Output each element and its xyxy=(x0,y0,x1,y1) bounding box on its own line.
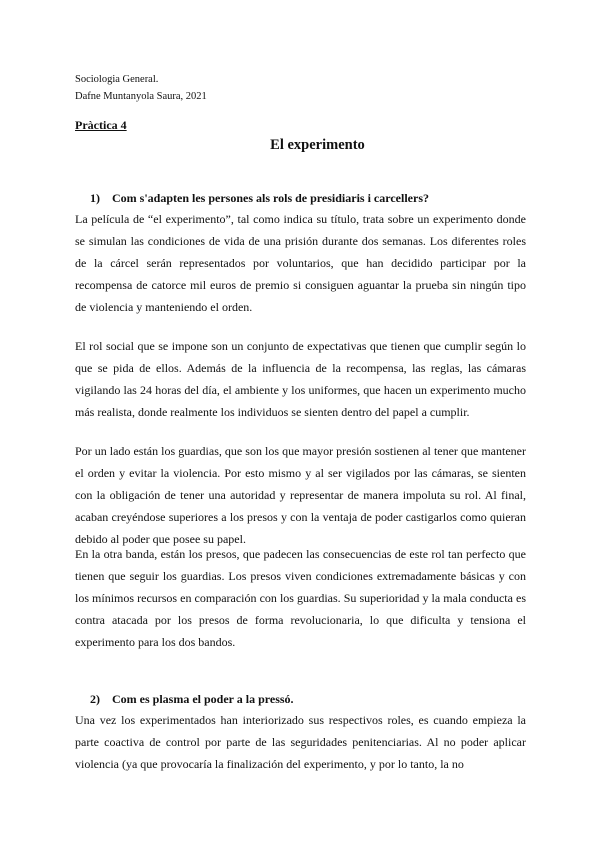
section-heading-2 xyxy=(90,692,294,707)
author-year: Dafne Muntanyola Saura, 2021 xyxy=(75,91,207,102)
section-question: Com es plasma el poder a la pressó. xyxy=(112,692,294,706)
section-heading-1 xyxy=(90,191,429,206)
section-number: 1) xyxy=(90,191,100,205)
practice-label: Pràctica 4 xyxy=(75,118,127,132)
document-title: El experimento xyxy=(270,137,365,153)
paragraph: El rol social que se impone son un conjunto de expectativas que tienen que cumplir según lo que se pida de ellos. Además de la influencia de la recompensa, las reglas, las cámaras vigilando las 24 horas del día, el ambiente y los uniformes, que hacen un experimento mucho más realista, donde realmente los individuos se sienten dentro del papel a cumplir. xyxy=(75,339,526,419)
section-question: Com s'adapten les persones als rols de presidiaris i carcellers? xyxy=(112,191,429,205)
paragraph: En la otra banda, están los presos, que padecen las consecuencias de este rol tan perfecto que tienen que seguir los guardias. Los presos viven condiciones extremadamente básicas y con los mínimos recursos en comparación con los guardias. Su superioridad y la mala conducta es contra atacada por los presos de forma revolucionaria, lo que dificulta y tensiona el experimento para los dos bandos. xyxy=(75,547,526,649)
paragraph: Una vez los experimentados han interiorizado sus respectivos roles, es cuando empieza la parte coactiva de control por parte de las seguridades penitenciarias. Al no poder aplicar violencia (ya que provocaría la finalización del experimento, y por lo tanto, la no xyxy=(75,713,526,771)
course-name: Sociologia General. xyxy=(75,74,159,85)
paragraph: Por un lado están los guardias, que son los que mayor presión sostienen al tener que mantener el orden y evitar la violencia. Por esto mismo y al ser vigilados por las cámaras, se sienten con la obligación de tener una autoridad y representar de manera impoluta su rol. Al final, acaban creyéndose superiores a los presos y con la ventaja de poder castigarlos como quieran debido al poder que posee su papel. xyxy=(75,444,526,546)
paragraph: La película de “el experimento”, tal como indica su título, trata sobre un experimento donde se simulan las condiciones de vida de una prisión durante dos semanas. Los diferentes roles de la cárcel serán representados por voluntarios, que han decidido participar por la recompensa de catorce mil euros de premio si consiguen aguantar la prueba sin ningún tipo de violencia y manteniendo el orden. xyxy=(75,212,526,314)
section-number: 2) xyxy=(90,692,100,706)
